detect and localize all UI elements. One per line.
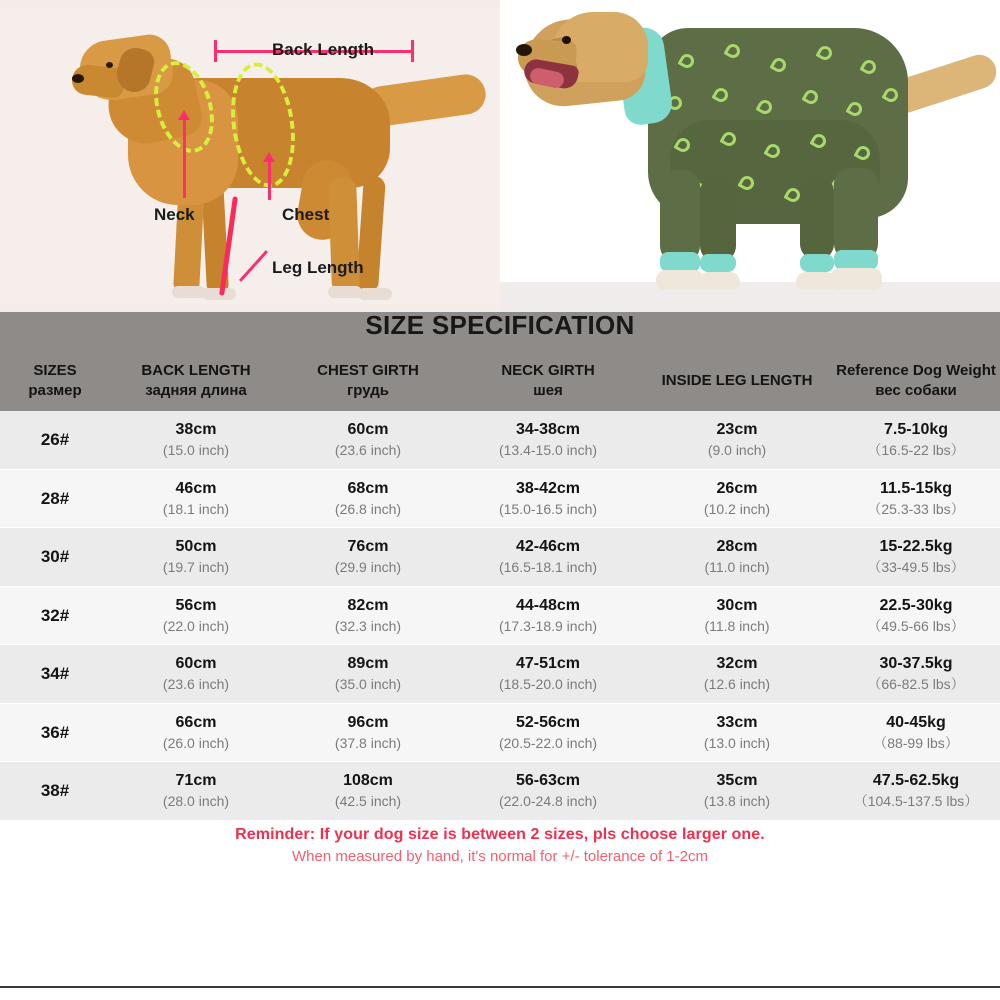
value-inch: (12.6 inch) [703, 676, 771, 692]
pajama-cuff [834, 250, 878, 270]
pajama-front-leg-far [700, 176, 736, 262]
cell-back-length [110, 762, 282, 821]
value-inch: (15.0 inch) [162, 442, 230, 458]
pajama-cuff [700, 254, 736, 272]
cell-size: 26# [0, 411, 110, 469]
cell-neck-girth [454, 645, 642, 704]
value-kg: 40-45kg [886, 713, 946, 731]
size-specification-table [0, 352, 1000, 821]
value-inch: (26.0 inch) [162, 734, 230, 751]
value-inch: (20.5-22.0 inch) [498, 734, 598, 751]
value-inch: (37.8 inch) [334, 734, 402, 751]
cell-neck-girth [454, 703, 642, 762]
value-inch: (42.5 inch) [334, 793, 402, 809]
cell-neck-girth [454, 762, 642, 821]
cell-size: 38# [0, 762, 110, 821]
cell-inside-leg-length [642, 703, 832, 762]
value-kg: 11.5-15kg [879, 479, 953, 497]
value-inch: (10.2 inch) [703, 500, 771, 517]
back-length-cap-left [214, 40, 217, 62]
column-header-main: CHEST GIRTH [317, 362, 419, 379]
column-header-sub: вес собаки [875, 381, 957, 399]
cell-reference-weight [832, 528, 1000, 587]
pajama-rear-leg [834, 168, 878, 260]
table-row [0, 411, 1000, 469]
cell-size: 36# [0, 703, 110, 762]
value-inch: (32.3 inch) [334, 617, 402, 634]
value-cm: 38cm [175, 421, 217, 438]
reminder-line-1: Reminder: If your dog size is between 2 sizes, pls choose larger one. [235, 825, 765, 843]
value-kg: 15-22.5kg [879, 538, 953, 555]
value-inch: (23.6 inch) [334, 442, 402, 458]
bottom-divider [0, 986, 1000, 1000]
diagram-dog-paw [358, 288, 392, 300]
diagram-dog-paw [172, 286, 206, 298]
value-inch: (11.8 inch) [704, 617, 770, 634]
value-inch: (28.0 inch) [162, 793, 230, 809]
cell-chest-girth [282, 469, 454, 528]
value-cm: 108cm [343, 772, 393, 789]
cell-reference-weight [832, 762, 1000, 821]
column-header-main: BACK LENGTH [141, 362, 251, 379]
value-cm: 56cm [175, 596, 217, 614]
diagram-dog-paw [328, 286, 362, 298]
photo-floor [500, 282, 1000, 312]
value-cm: 60cm [175, 655, 217, 672]
column-header-sub: грудь [347, 381, 389, 399]
cell-reference-weight [832, 703, 1000, 762]
cell-inside-leg-length [642, 645, 832, 704]
pajama-cuff [660, 252, 700, 272]
column-header-main: INSIDE LEG LENGTH [661, 371, 813, 389]
value-inch: (15.0-16.5 inch) [498, 500, 598, 517]
cell-neck-girth [454, 411, 642, 469]
cell-chest-girth [282, 762, 454, 821]
value-lbs: （25.3-33 lbs） [867, 500, 965, 517]
cell-chest-girth [282, 411, 454, 469]
cell-reference-weight [832, 645, 1000, 704]
value-lbs: （49.5-66 lbs） [867, 617, 965, 634]
page-title: SIZE SPECIFICATION [365, 310, 635, 340]
value-kg: 47.5-62.5kg [872, 772, 960, 789]
product-dog-paw [796, 272, 836, 290]
neck-label: Neck [154, 205, 195, 224]
value-inch: (13.0 inch) [703, 734, 771, 751]
value-cm: 82cm [347, 596, 389, 614]
value-cm: 28cm [716, 538, 758, 555]
cell-size: 28# [0, 469, 110, 528]
cell-size: 32# [0, 586, 110, 645]
column-header-inside-leg-length [642, 352, 832, 411]
value-cm: 50cm [175, 538, 217, 555]
value-cm: 47-51cm [515, 655, 581, 672]
value-cm: 56-63cm [515, 772, 581, 789]
value-lbs: （66-82.5 lbs） [867, 676, 965, 692]
value-lbs: （16.5-22 lbs） [867, 442, 965, 458]
cell-back-length [110, 703, 282, 762]
value-inch: (11.0 inch) [704, 559, 770, 575]
value-inch: (19.7 inch) [162, 559, 230, 575]
cell-inside-leg-length [642, 411, 832, 469]
pajama-rear-leg-far [800, 176, 834, 260]
chest-arrow-head [263, 152, 275, 162]
value-lbs: （88-99 lbs） [873, 734, 959, 751]
value-kg: 22.5-30kg [879, 596, 953, 614]
cell-neck-girth [454, 586, 642, 645]
value-cm: 44-48cm [515, 596, 581, 614]
cell-size: 30# [0, 528, 110, 587]
table-header-row [0, 352, 1000, 411]
value-inch: (9.0 inch) [707, 442, 767, 458]
value-cm: 46cm [175, 479, 217, 497]
table-row [0, 645, 1000, 704]
cell-reference-weight [832, 411, 1000, 469]
value-cm: 42-46cm [515, 538, 581, 555]
value-inch: (18.1 inch) [162, 500, 230, 517]
cell-back-length [110, 411, 282, 469]
pajama-front-leg [660, 170, 700, 262]
column-header-reference-dog-weight [832, 352, 1000, 411]
value-cm: 30cm [716, 596, 758, 614]
column-header-chest-girth [282, 352, 454, 411]
value-cm: 66cm [175, 713, 217, 731]
neck-arrow-stem [183, 120, 186, 198]
column-header-sizes [0, 352, 110, 411]
hero-image-row [0, 0, 1000, 312]
product-dog-eye [562, 36, 571, 44]
value-cm: 96cm [347, 713, 389, 731]
product-dog-paw [656, 270, 704, 290]
neck-arrow-head [178, 110, 190, 120]
table-row [0, 586, 1000, 645]
table-body [0, 411, 1000, 820]
cell-inside-leg-length [642, 469, 832, 528]
value-cm: 23cm [716, 421, 758, 438]
cell-back-length [110, 586, 282, 645]
value-inch: (18.5-20.0 inch) [498, 676, 598, 692]
value-inch: (26.8 inch) [334, 500, 402, 517]
title-band [0, 312, 1000, 352]
value-cm: 32cm [716, 655, 758, 672]
back-length-label: Back Length [272, 40, 375, 59]
product-dog-paw [830, 268, 882, 290]
cell-reference-weight [832, 469, 1000, 528]
cell-back-length [110, 469, 282, 528]
cell-chest-girth [282, 586, 454, 645]
chest-arrow-stem [268, 162, 271, 200]
value-inch: (13.4-15.0 inch) [498, 442, 598, 458]
value-lbs: （104.5-137.5 lbs） [853, 793, 979, 809]
value-inch: (35.0 inch) [334, 676, 402, 692]
column-header-neck-girth [454, 352, 642, 411]
value-inch: (22.0-24.8 inch) [498, 793, 598, 809]
cell-inside-leg-length [642, 762, 832, 821]
reminder-block [0, 821, 1000, 867]
value-kg: 30-37.5kg [879, 655, 953, 672]
value-cm: 76cm [347, 538, 389, 555]
value-cm: 71cm [175, 772, 217, 789]
cell-chest-girth [282, 528, 454, 587]
chest-label: Chest [282, 205, 330, 224]
cell-chest-girth [282, 645, 454, 704]
cell-back-length [110, 645, 282, 704]
cell-inside-leg-length [642, 528, 832, 587]
product-dog-nose [516, 44, 532, 56]
table-row [0, 469, 1000, 528]
back-length-cap-right [411, 40, 414, 62]
value-inch: (17.3-18.9 inch) [498, 617, 598, 634]
value-cm: 60cm [347, 421, 389, 438]
cell-chest-girth [282, 703, 454, 762]
product-dog-paw [698, 272, 740, 290]
value-cm: 35cm [716, 772, 758, 789]
value-lbs: （33-49.5 lbs） [867, 559, 965, 575]
leg-length-label: Leg Length [272, 258, 364, 277]
product-photo [500, 0, 1000, 312]
value-kg: 7.5-10kg [883, 421, 949, 438]
cell-neck-girth [454, 469, 642, 528]
table-row [0, 762, 1000, 821]
column-header-sub: шея [533, 381, 563, 399]
pajama-cuff [800, 254, 834, 272]
value-cm: 33cm [716, 713, 758, 731]
cell-neck-girth [454, 528, 642, 587]
value-inch: (29.9 inch) [334, 559, 402, 575]
value-cm: 89cm [347, 655, 389, 672]
cell-back-length [110, 528, 282, 587]
table-row [0, 528, 1000, 587]
column-header-back-length [110, 352, 282, 411]
column-header-main: Reference Dog Weight [836, 362, 996, 379]
value-cm: 34-38cm [515, 421, 581, 438]
column-header-main: SIZES [33, 362, 77, 379]
diagram-dog-eye [106, 62, 113, 68]
cell-inside-leg-length [642, 586, 832, 645]
table-row [0, 703, 1000, 762]
value-inch: (23.6 inch) [162, 676, 230, 692]
column-header-sub: задняя длина [145, 381, 247, 399]
column-header-main: NECK GIRTH [501, 362, 595, 379]
cell-size: 34# [0, 645, 110, 704]
table-header [0, 352, 1000, 411]
measurement-diagram [0, 0, 500, 312]
value-inch: (13.8 inch) [703, 793, 771, 809]
diagram-dog-nose [72, 74, 84, 83]
column-header-sub: размер [28, 381, 82, 399]
reminder-line-2: When measured by hand, it's normal for +/- tolerance of 1-2cm [292, 847, 708, 865]
value-inch: (16.5-18.1 inch) [498, 559, 598, 575]
value-inch: (22.0 inch) [162, 617, 230, 634]
cell-reference-weight [832, 586, 1000, 645]
value-cm: 68cm [347, 479, 389, 497]
value-cm: 38-42cm [515, 479, 581, 497]
value-cm: 52-56cm [515, 713, 581, 731]
value-cm: 26cm [716, 479, 758, 497]
